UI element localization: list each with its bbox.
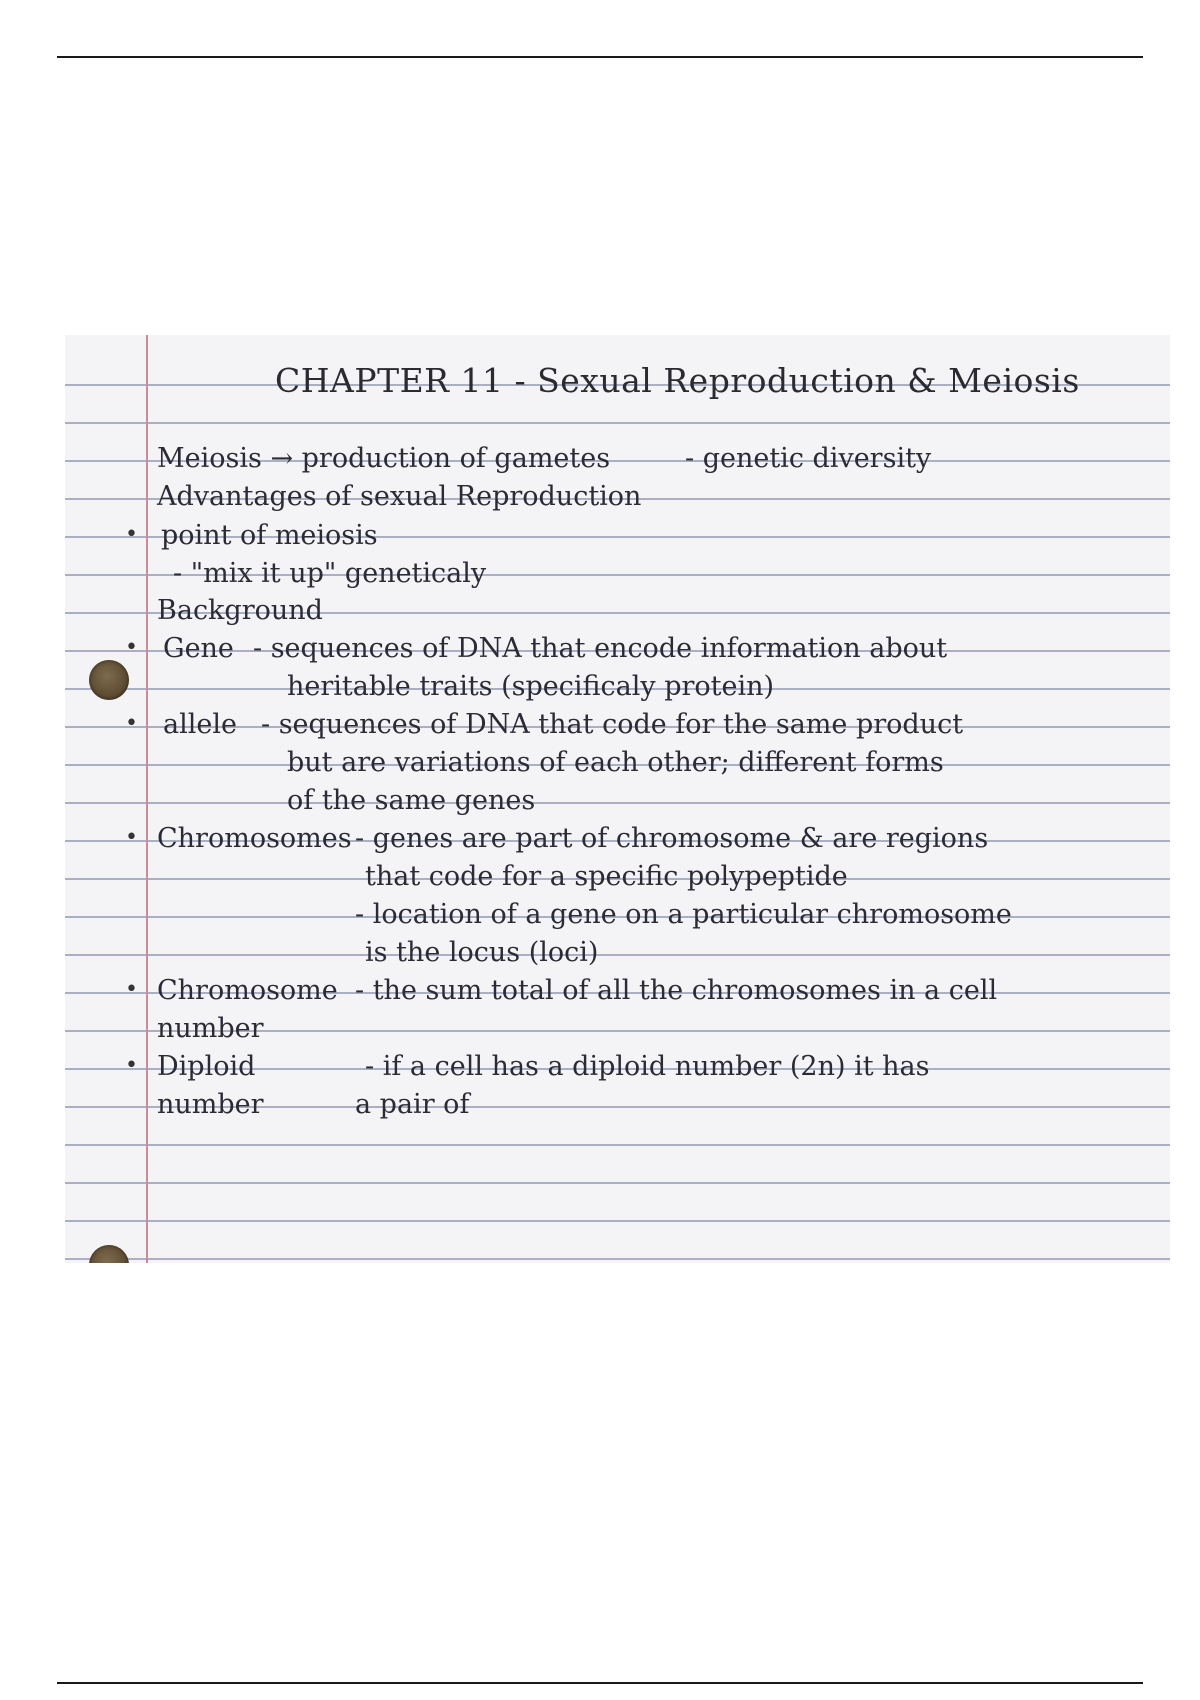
note-line-genetic-diversity: - genetic diversity bbox=[685, 443, 932, 474]
bullet: • bbox=[125, 522, 138, 547]
term-chromosomes: Chromosomes bbox=[157, 823, 352, 854]
definition-chromosomes-2: that code for a specific polypeptide bbox=[365, 861, 848, 892]
bottom-rule bbox=[57, 1682, 1143, 1684]
definition-allele-2: but are variations of each other; different forms bbox=[287, 747, 944, 778]
definition-allele-3: of the same genes bbox=[287, 785, 536, 816]
definition-chromosomes-1: - genes are part of chromosome & are regions bbox=[355, 823, 989, 854]
bullet: • bbox=[125, 977, 138, 1002]
top-rule bbox=[57, 56, 1143, 58]
term-diploid-number-1: Diploid bbox=[157, 1051, 256, 1082]
definition-chromosomes-3: - location of a gene on a particular chromosome bbox=[355, 899, 1012, 930]
definition-allele-1: - sequences of DNA that code for the same product bbox=[261, 709, 964, 740]
punch-hole bbox=[89, 1245, 129, 1263]
note-line-advantages: Advantages of sexual Reproduction bbox=[157, 481, 642, 512]
chapter-title: CHAPTER 11 - Sexual Reproduction & Meiosis bbox=[275, 361, 1080, 400]
term-diploid-number-2: number bbox=[157, 1089, 264, 1120]
bullet: • bbox=[125, 825, 138, 850]
note-line-meiosis: Meiosis → production of gametes bbox=[157, 443, 611, 474]
definition-gene-1: - sequences of DNA that encode information about bbox=[253, 633, 948, 664]
term-chromosome-number-2: number bbox=[157, 1013, 264, 1044]
definition-diploid-1: - if a cell has a diploid number (2n) it has bbox=[365, 1051, 930, 1082]
note-line-background: Background bbox=[157, 595, 323, 626]
margin-line bbox=[146, 335, 148, 1263]
definition-gene-2: heritable traits (specificaly protein) bbox=[287, 671, 775, 702]
definition-chromosome-number: - the sum total of all the chromosomes in a cell bbox=[355, 975, 998, 1006]
definition-diploid-2: a pair of bbox=[355, 1089, 470, 1120]
term-gene: Gene bbox=[163, 633, 234, 664]
note-line-point-of-meiosis: point of meiosis bbox=[161, 520, 378, 551]
term-allele: allele bbox=[163, 709, 237, 740]
punch-hole bbox=[89, 660, 129, 700]
notebook-page-photo bbox=[65, 335, 1170, 1263]
bullet: • bbox=[125, 635, 138, 660]
bullet: • bbox=[125, 1053, 138, 1078]
term-chromosome-number-1: Chromosome bbox=[157, 975, 338, 1006]
bullet: • bbox=[125, 711, 138, 736]
note-line-mix-it-up: - "mix it up" geneticaly bbox=[173, 558, 487, 589]
definition-chromosomes-4: is the locus (loci) bbox=[365, 937, 599, 968]
